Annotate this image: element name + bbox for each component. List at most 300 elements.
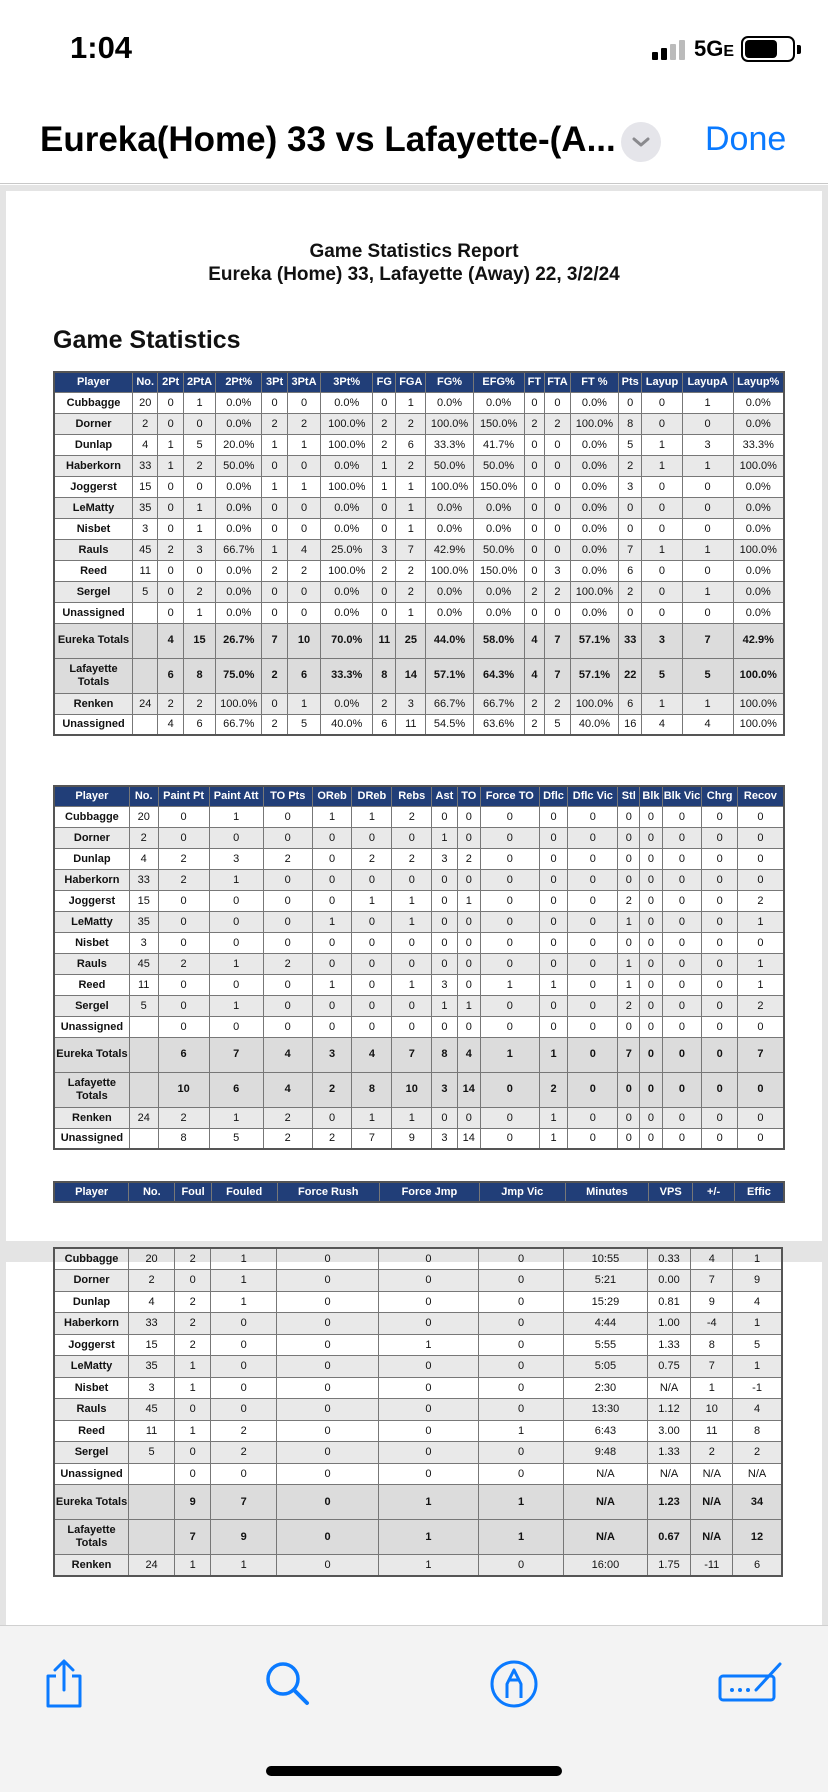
player-name: Dunlap	[54, 434, 133, 455]
stat-cell: 4	[733, 1399, 782, 1421]
stat-cell: 50.0%	[473, 455, 524, 476]
player-name: Joggerst	[54, 1334, 129, 1356]
column-header: +/-	[693, 1182, 735, 1202]
stat-cell: 7	[619, 539, 642, 560]
stat-cell: 2	[524, 693, 545, 714]
stat-cell: 2	[175, 1248, 211, 1270]
stat-cell: 3	[432, 1072, 457, 1107]
stat-cell: 100.0%	[426, 560, 473, 581]
stat-cell: 0.0%	[473, 497, 524, 518]
stat-cell: 7	[737, 1037, 784, 1072]
column-header: No.	[129, 786, 158, 806]
stat-cell: 100.0%	[321, 476, 373, 497]
stat-cell: 0	[158, 602, 183, 623]
share-button[interactable]	[36, 1656, 92, 1712]
stat-cell: 0	[702, 995, 737, 1016]
column-header: EFG%	[473, 372, 524, 392]
stat-cell: 20	[129, 1248, 175, 1270]
stat-cell: 11	[129, 1420, 175, 1442]
stat-cell: 1	[183, 518, 215, 539]
player-name: Eureka Totals	[54, 623, 133, 658]
column-header: Force Rush	[277, 1182, 379, 1202]
stat-cell: 6	[733, 1555, 782, 1577]
stat-cell: 2	[262, 560, 287, 581]
stat-cell: 0	[277, 1356, 379, 1378]
stat-cell: N/A	[564, 1485, 647, 1520]
stat-cell: 0	[662, 1072, 702, 1107]
player-name: Haberkorn	[54, 455, 133, 476]
column-header: FTA	[545, 372, 570, 392]
stat-cell: 6	[158, 1037, 209, 1072]
stat-cell: 100.0%	[426, 413, 473, 434]
stat-cell: 0	[682, 560, 733, 581]
table-row	[54, 1485, 782, 1520]
stat-cell: 0	[737, 1128, 784, 1149]
stat-cell: 2:30	[564, 1377, 647, 1399]
player-name: Lafayette Totals	[54, 658, 133, 693]
table-row	[54, 932, 784, 953]
stat-cell: 1.33	[647, 1442, 691, 1464]
stat-cell: 2	[287, 413, 320, 434]
stat-cell: 0	[662, 995, 702, 1016]
navigation-bar	[0, 100, 828, 184]
title-menu-button[interactable]	[621, 122, 661, 162]
stat-cell: 0	[175, 1442, 211, 1464]
stat-cell: 24	[133, 693, 158, 714]
stat-cell: 0.0%	[426, 602, 473, 623]
stat-cell: 0.0%	[216, 392, 262, 413]
stat-cell: 0	[662, 911, 702, 932]
stat-cell: 0.0%	[426, 581, 473, 602]
stat-cell: 3	[396, 693, 426, 714]
stat-cell: 100.0%	[570, 413, 619, 434]
stat-cell: 6	[619, 560, 642, 581]
stat-cell: 0	[524, 392, 545, 413]
stat-cell: 2	[524, 714, 545, 735]
stat-cell: 7	[211, 1485, 277, 1520]
stat-cell: 0	[618, 1016, 640, 1037]
stat-cell: 0	[642, 602, 682, 623]
stat-cell: 10	[392, 1072, 432, 1107]
stat-cell: 0	[432, 806, 457, 827]
stat-cell: 0	[158, 911, 209, 932]
stat-cell: 6	[209, 1072, 263, 1107]
table-row	[54, 1520, 782, 1555]
stat-cell: 0	[373, 392, 396, 413]
stat-cell: 0	[352, 953, 392, 974]
stat-cell: 1	[691, 1377, 733, 1399]
stat-cell: 0	[352, 1016, 392, 1037]
stat-cell: 0	[262, 693, 287, 714]
stat-cell: 14	[396, 658, 426, 693]
stat-cell: 34	[733, 1485, 782, 1520]
stat-cell: 2	[129, 827, 158, 848]
stat-cell: 100.0%	[733, 658, 784, 693]
signature-button[interactable]	[716, 1656, 786, 1712]
markup-button[interactable]	[486, 1656, 542, 1712]
stat-cell: 0.0%	[570, 560, 619, 581]
stat-cell: 3	[432, 1128, 457, 1149]
stat-cell: 1	[392, 974, 432, 995]
stat-cell: 40.0%	[321, 714, 373, 735]
stat-cell: 35	[129, 911, 158, 932]
column-header: Jmp Vic	[479, 1182, 565, 1202]
player-name: Sergel	[54, 995, 129, 1016]
search-button[interactable]	[259, 1656, 315, 1712]
stat-cell: 40.0%	[570, 714, 619, 735]
stat-cell: 1	[209, 953, 263, 974]
stat-cell: 0	[392, 995, 432, 1016]
stat-cell: 11	[691, 1420, 733, 1442]
player-name: Rauls	[54, 539, 133, 560]
stat-cell: 1	[287, 693, 320, 714]
stat-cell: 0	[432, 869, 457, 890]
stat-cell: 0	[480, 1128, 539, 1149]
stat-cell: 0	[640, 974, 662, 995]
stat-cell: 100.0%	[216, 693, 262, 714]
stat-cell: 0	[478, 1334, 564, 1356]
stat-cell: 0	[379, 1291, 479, 1313]
stat-cell: 0	[457, 932, 480, 953]
column-header: Layup	[642, 372, 682, 392]
stat-cell: 0	[277, 1420, 379, 1442]
stat-cell: 64.3%	[473, 658, 524, 693]
stat-cell: 100.0%	[733, 693, 784, 714]
stat-cell: 0	[640, 806, 662, 827]
stat-cell: 2	[263, 1128, 312, 1149]
stat-cell: 1	[211, 1270, 277, 1292]
stat-cell: 1	[618, 953, 640, 974]
stat-cell: 0	[277, 1520, 379, 1555]
stat-cell: 12	[733, 1520, 782, 1555]
stat-cell: 13:30	[564, 1399, 647, 1421]
stat-cell: 0	[277, 1463, 379, 1485]
column-header: 2Pt%	[216, 372, 262, 392]
stat-cell: 2	[396, 413, 426, 434]
player-name: Unassigned	[54, 1128, 129, 1149]
stat-cell: 15	[129, 1334, 175, 1356]
stat-cell: 0.0%	[570, 476, 619, 497]
stat-cell: 2	[618, 890, 640, 911]
stat-cell: 0	[392, 827, 432, 848]
stat-cell: 0.0%	[321, 392, 373, 413]
stat-cell: 2	[183, 693, 215, 714]
stat-cell: 7	[618, 1037, 640, 1072]
stat-cell: 20	[133, 392, 158, 413]
stat-cell: 100.0%	[733, 539, 784, 560]
stat-cell: 1	[352, 806, 392, 827]
stat-cell: 0	[211, 1334, 277, 1356]
stat-cell: 0	[478, 1463, 564, 1485]
stat-cell: 5:21	[564, 1270, 647, 1292]
stat-cell: 0	[642, 413, 682, 434]
stat-cell: 0	[618, 869, 640, 890]
stat-cell: 0.81	[647, 1291, 691, 1313]
stat-cell: 44.0%	[426, 623, 473, 658]
column-header: 2PtA	[183, 372, 215, 392]
stat-cell: 0	[480, 806, 539, 827]
table-row	[54, 869, 784, 890]
stat-cell	[129, 1037, 158, 1072]
stat-cell: 0	[379, 1377, 479, 1399]
table-row	[54, 1334, 782, 1356]
stat-cell: 0.0%	[216, 497, 262, 518]
stat-cell: 0	[373, 518, 396, 539]
stat-cell: 1	[457, 995, 480, 1016]
stat-cell: 2	[524, 413, 545, 434]
stat-cell: N/A	[647, 1377, 691, 1399]
stat-cell	[133, 602, 158, 623]
stat-cell: 4	[691, 1248, 733, 1270]
stat-cell: 6	[396, 434, 426, 455]
stat-cell: 0.0%	[216, 560, 262, 581]
stat-cell: 0	[432, 1107, 457, 1128]
stat-cell: 26.7%	[216, 623, 262, 658]
stat-cell: 0	[640, 1107, 662, 1128]
stat-cell: 57.1%	[570, 658, 619, 693]
stat-cell: 3	[642, 623, 682, 658]
stat-cell: 2	[263, 848, 312, 869]
stat-cell: 2	[373, 693, 396, 714]
column-header: Dflc	[539, 786, 568, 806]
stat-cell: 0	[524, 497, 545, 518]
stat-cell: 0	[263, 911, 312, 932]
pdf-viewer[interactable]	[0, 185, 828, 1625]
stat-cell: 4	[158, 714, 183, 735]
player-name: Rauls	[54, 1399, 129, 1421]
stat-cell: 0	[524, 455, 545, 476]
stat-cell: 0	[373, 602, 396, 623]
stat-cell: 0	[379, 1270, 479, 1292]
column-header: LayupA	[682, 372, 733, 392]
stat-cell: 0	[737, 1016, 784, 1037]
stat-cell: 1	[211, 1248, 277, 1270]
stat-cell: 4	[129, 848, 158, 869]
player-name: Renken	[54, 1107, 129, 1128]
stat-cell: 2	[183, 581, 215, 602]
player-name: Nisbet	[54, 518, 133, 539]
stat-cell: 0	[539, 848, 568, 869]
stat-cell	[129, 1016, 158, 1037]
stat-cell: 0	[702, 848, 737, 869]
stat-cell: 8	[158, 1128, 209, 1149]
stat-cell: 0	[642, 581, 682, 602]
done-button[interactable]: Done	[705, 120, 787, 158]
stat-cell: 150.0%	[473, 413, 524, 434]
column-header: TO	[457, 786, 480, 806]
column-header: Foul	[175, 1182, 211, 1202]
table-row	[54, 1420, 782, 1442]
stat-cell: 1	[396, 518, 426, 539]
stat-cell: 0	[480, 953, 539, 974]
stat-cell: 0	[640, 848, 662, 869]
table-row	[54, 995, 784, 1016]
stat-cell: 0	[263, 932, 312, 953]
stat-cell: 25	[396, 623, 426, 658]
stat-cell: 0	[352, 995, 392, 1016]
stat-cell: 0	[183, 476, 215, 497]
stat-cell: 1	[183, 392, 215, 413]
player-name: Eureka Totals	[54, 1037, 129, 1072]
table-row	[54, 413, 784, 434]
stat-cell: 50.0%	[473, 539, 524, 560]
misc-stats-table	[53, 1247, 783, 1577]
stat-cell: 0	[478, 1248, 564, 1270]
stat-cell: 0.0%	[733, 581, 784, 602]
stat-cell: 150.0%	[473, 476, 524, 497]
stat-cell: 0	[158, 932, 209, 953]
stat-cell: 4:44	[564, 1313, 647, 1335]
stat-cell: 0	[662, 890, 702, 911]
stat-cell: 5:05	[564, 1356, 647, 1378]
stat-cell: 2	[158, 869, 209, 890]
stat-cell: 14	[457, 1072, 480, 1107]
player-name: Sergel	[54, 1442, 129, 1464]
stat-cell: 1	[539, 974, 568, 995]
document-title[interactable]: Eureka(Home) 33 vs Lafayette-(A...	[40, 120, 616, 159]
stat-cell: 9	[392, 1128, 432, 1149]
stat-cell: 0	[545, 392, 570, 413]
stat-cell: 24	[129, 1555, 175, 1577]
stat-cell: 0	[642, 560, 682, 581]
stat-cell: 1	[682, 392, 733, 413]
column-header: 3Pt%	[321, 372, 373, 392]
stat-cell: 0	[158, 974, 209, 995]
signature-icon	[716, 1656, 786, 1712]
stat-cell: 0	[640, 953, 662, 974]
stat-cell: 0	[352, 974, 392, 995]
stat-cell: 25.0%	[321, 539, 373, 560]
table-row	[54, 806, 784, 827]
stat-cell: 57.1%	[570, 623, 619, 658]
player-name: Dunlap	[54, 1291, 129, 1313]
stat-cell: 15:29	[564, 1291, 647, 1313]
stat-cell: 9:48	[564, 1442, 647, 1464]
player-name: Nisbet	[54, 932, 129, 953]
stat-cell: 7	[392, 1037, 432, 1072]
stat-cell: 5	[129, 1442, 175, 1464]
stat-cell: 2	[263, 1107, 312, 1128]
stat-cell: N/A	[564, 1520, 647, 1555]
stat-cell: 0	[312, 827, 352, 848]
stat-cell: 0	[480, 890, 539, 911]
stat-cell: 5	[287, 714, 320, 735]
stat-cell: 0	[702, 1037, 737, 1072]
stat-cell: 0	[312, 953, 352, 974]
stat-cell: 0	[480, 869, 539, 890]
stat-cell: 0	[262, 497, 287, 518]
stat-cell: 0	[682, 518, 733, 539]
stat-cell: 0	[545, 434, 570, 455]
stat-cell: 0	[277, 1442, 379, 1464]
stat-cell: 0	[263, 806, 312, 827]
stat-cell: 1	[312, 806, 352, 827]
stat-cell: 4	[263, 1072, 312, 1107]
player-name: Sergel	[54, 581, 133, 602]
stat-cell: 0	[352, 932, 392, 953]
player-name: Haberkorn	[54, 1313, 129, 1335]
stat-cell: 1	[480, 1037, 539, 1072]
table-row	[54, 581, 784, 602]
stat-cell: 0	[211, 1399, 277, 1421]
stat-cell: 0	[312, 1016, 352, 1037]
stat-cell	[129, 1128, 158, 1149]
stat-cell: 10:55	[564, 1248, 647, 1270]
stat-cell: 1	[642, 693, 682, 714]
stat-cell: 0	[702, 890, 737, 911]
stat-cell: 1	[682, 693, 733, 714]
stat-cell: 100.0%	[321, 413, 373, 434]
stat-cell: 3.00	[647, 1420, 691, 1442]
stat-cell: 0	[480, 1072, 539, 1107]
player-name: Lafayette Totals	[54, 1520, 129, 1555]
stat-cell: 2	[211, 1420, 277, 1442]
stat-cell: 1	[396, 497, 426, 518]
stat-cell: 9	[691, 1291, 733, 1313]
stat-cell: 0	[379, 1420, 479, 1442]
stat-cell: 8	[432, 1037, 457, 1072]
column-header: Force Jmp	[379, 1182, 479, 1202]
stat-cell: 0	[478, 1356, 564, 1378]
column-header: Fouled	[211, 1182, 277, 1202]
stat-cell: 2	[539, 1072, 568, 1107]
stat-cell: 0	[209, 911, 263, 932]
stat-cell: 0	[379, 1248, 479, 1270]
stat-cell: 0	[682, 476, 733, 497]
stat-cell: 0	[524, 560, 545, 581]
stat-cell: 0	[618, 827, 640, 848]
stat-cell: 0	[352, 827, 392, 848]
stat-cell: 1	[352, 890, 392, 911]
stat-cell: 0	[662, 932, 702, 953]
stat-cell	[129, 1072, 158, 1107]
stat-cell: 7	[396, 539, 426, 560]
stat-cell: 0	[539, 806, 568, 827]
stat-cell: 1	[209, 869, 263, 890]
stat-cell: 0	[277, 1399, 379, 1421]
stat-cell: 1	[209, 995, 263, 1016]
stat-cell: 1	[158, 434, 183, 455]
stat-cell: 1	[733, 1248, 782, 1270]
stat-cell: 2	[373, 413, 396, 434]
table-row	[54, 455, 784, 476]
column-header: OReb	[312, 786, 352, 806]
stat-cell: 5	[133, 581, 158, 602]
stat-cell: 1	[682, 539, 733, 560]
search-icon	[259, 1656, 315, 1712]
column-header: Paint Att	[209, 786, 263, 806]
stat-cell: 2	[396, 560, 426, 581]
stat-cell: 0.0%	[473, 392, 524, 413]
stat-cell: 0.0%	[473, 518, 524, 539]
stat-cell: 0	[539, 953, 568, 974]
stat-cell: 0	[618, 932, 640, 953]
stat-cell: 1	[262, 434, 287, 455]
stat-cell: 20.0%	[216, 434, 262, 455]
stat-cell: 0	[158, 476, 183, 497]
stat-cell: 0	[175, 1270, 211, 1292]
stat-cell: 2	[263, 953, 312, 974]
stat-cell: 2	[373, 434, 396, 455]
stat-cell: 0	[457, 1016, 480, 1037]
table-row	[54, 953, 784, 974]
stat-cell: 0.00	[647, 1270, 691, 1292]
table-row	[54, 1270, 782, 1292]
stat-cell: 3	[129, 932, 158, 953]
stat-cell: 0	[568, 953, 618, 974]
stat-cell: 0	[545, 602, 570, 623]
stat-cell: 0	[478, 1313, 564, 1335]
